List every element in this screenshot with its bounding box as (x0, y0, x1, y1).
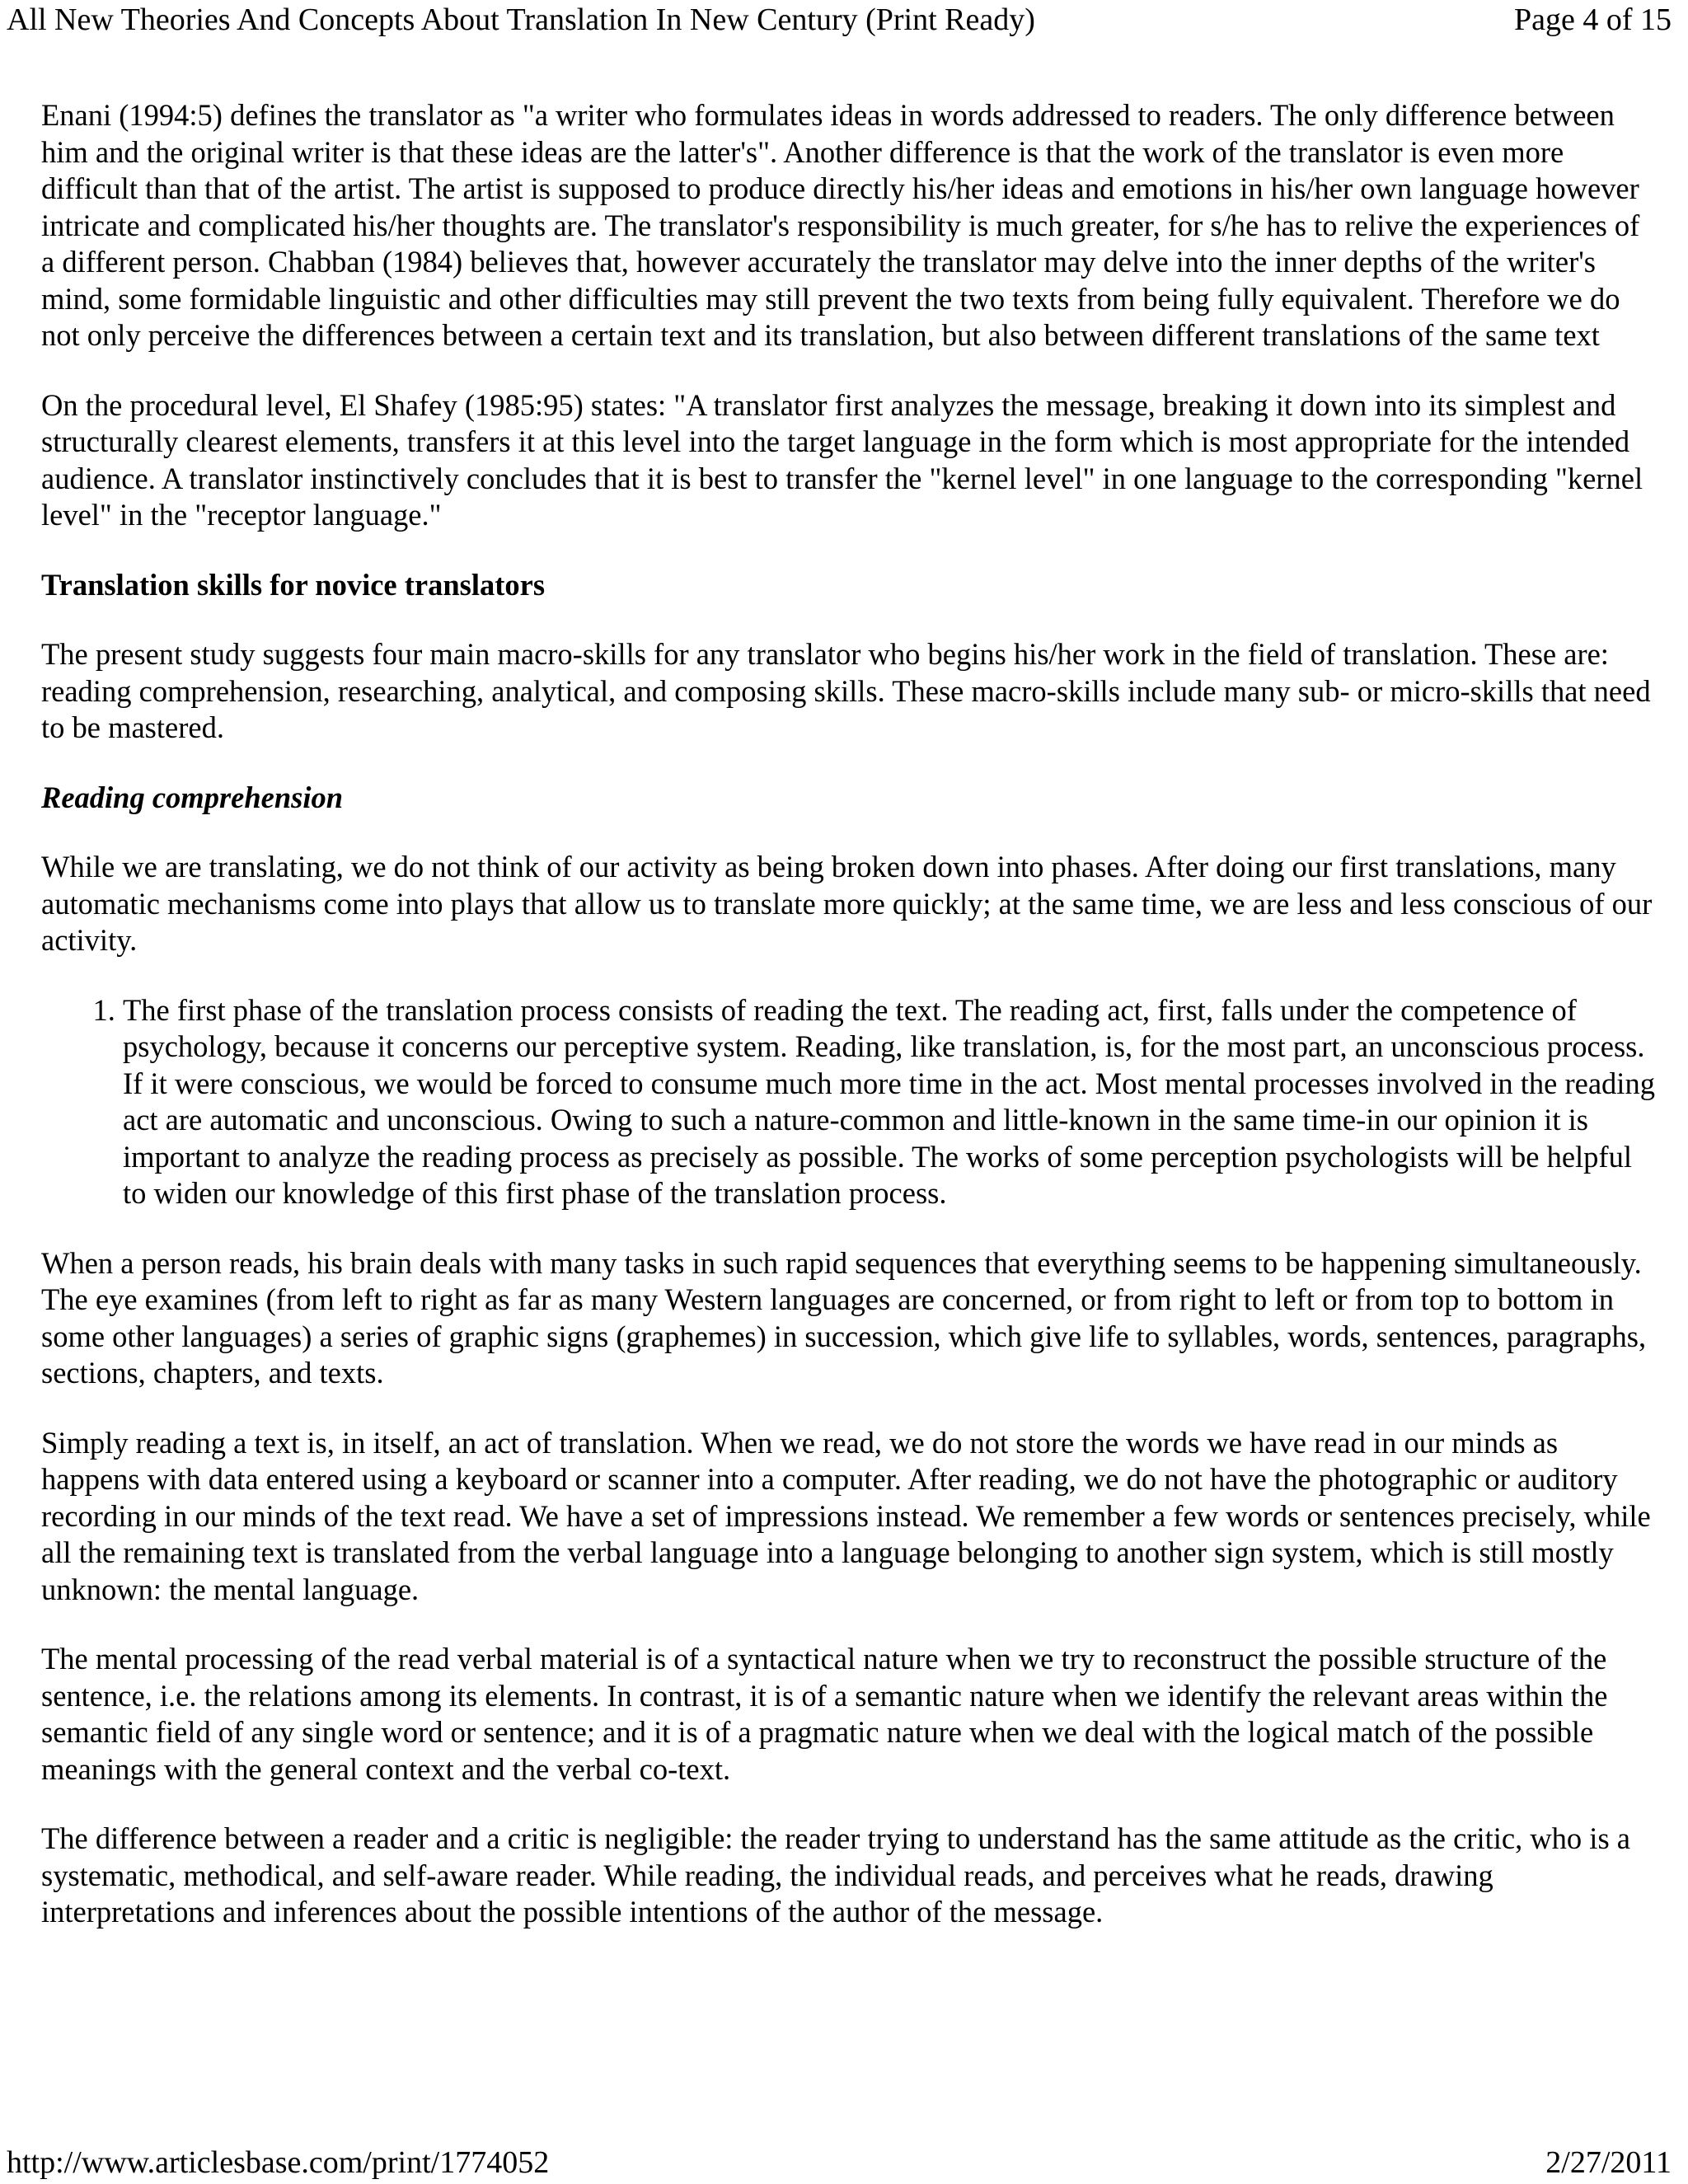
paragraph-el-shafey: On the procedural level, El Shafey (1985:95) states: "A translator first analyzes the message, breaking it down into its simplest and structurally clearest elements, transfers it at this level into the target language in the form which is most appropriate for the intended audience. A translator instinctively concludes that it is best to transfer the "kernel level" in one language to the corresponding "kernel level" in the "receptor language." (41, 387, 1643, 532)
paragraph-reader-critic: The difference between a reader and a critic is negligible: the reader trying to understand has the same attitude as the critic, who is a systematic, methodical, and self-aware reader. While reading, the individual reads, and perceives what he reads, drawing interpretations and inferences about the possible intentions of the author of the message. (41, 1821, 1630, 1929)
print-footer (0, 2143, 1688, 2184)
paragraph-mental-processing: The mental processing of the read verbal material is of a syntactical nature when we try to reconstruct the possible structure of the sentence, i.e. the relations among its elements. In contrast, it is of a semantic nature when we identify the relevant areas within the semantic field of any single word or sentence; and it is of a pragmatic nature when we deal with the logical match of the possible meanings with the general context and the verbal co-text. (41, 1642, 1608, 1786)
numbered-list (41, 992, 1657, 1212)
section-heading-translation-skills: Translation skills for novice translators (41, 567, 546, 602)
page-number: Page 4 of 15 (1513, 2, 1672, 37)
section-heading-reading-comprehension: Reading comprehension (41, 780, 344, 814)
article-body (41, 97, 1657, 1964)
paragraph-enani: Enani (1994:5) defines the translator as "a writer who formulates ideas in words addressed to readers. The only difference between him and the original writer is that these ideas are the latter's". Another difference is that the work of the translator is even more difficult than that of the artist. The artist is supposed to produce directly his/her ideas and emotions in his/her own language however intricate and complicated his/her thoughts are. The translator's responsibility is much greater, for s/he has to relive the experiences of a different person. Chabban (1984) believes that, however accurately the translator may delve into the inner depths of the writer's mind, some formidable linguistic and other difficulties may still prevent the two texts from being fully equivalent. Therefore we do not only perceive the differences between a certain text and its translation, but also between different translations of the same text (41, 98, 1640, 352)
list-item: 1. The first phase of the translation process consists of reading the text. The reading act, first, falls under the competence of psychology, because it concerns our perceptive system. Reading, like translation, is, for the most part, an unconscious process. If it were conscious, we would be forced to consume much more time in the act. Most mental processes involved in the reading act are automatic and unconscious. Owing to such a nature-common and little-known in the same time-in our opinion it is important to analyze the reading process as precisely as possible. The works of some perception psychologists will be helpful to widen our knowledge of this first phase of the translation process. (123, 992, 1657, 1212)
paragraph-translating-phases: While we are translating, we do not think of our activity as being broken down into phases. After doing our first translations, many automatic mechanisms come into plays that allow us to translate more quickly; at the same time, we are less and less conscious of our activity. (41, 850, 1653, 957)
paragraph-brain-tasks: When a person reads, his brain deals with many tasks in such rapid sequences that everything seems to be happening simultaneously. The eye examines (from left to right as far as many Western languages are concerned, or from right to left or from top to bottom in some other languages) a series of graphic signs (graphemes) in succession, which give life to syllables, words, sentences, paragraphs, sections, chapters, and texts. (41, 1245, 1647, 1390)
source-url: http://www.articlesbase.com/print/1774052 (7, 2145, 550, 2180)
print-date: 2/27/2011 (1545, 2145, 1672, 2180)
paragraph-reading-as-translation: Simply reading a text is, in itself, an act of translation. When we read, we do not store the words we have read in our minds as happens with data entered using a keyboard or scanner into a computer. After reading, we do not have the photographic or auditory recording in our minds of the text read. We have a set of impressions instead. We remember a few words or sentences precisely, while all the remaining text is translated from the verbal language into a language belonging to another sign system, which is still mostly unknown: the mental language. (41, 1425, 1651, 1606)
paragraph-macro-skills: The present study suggests four main macro-skills for any translator who begins his/her work in the field of translation. These are: reading comprehension, researching, analytical, and composing skills. These macro-skills include many sub- or micro-skills that need to be mastered. (41, 637, 1651, 744)
print-header (0, 0, 1688, 49)
article-title: All New Theories And Concepts About Translation In New Century (Print Ready) (7, 2, 1035, 37)
